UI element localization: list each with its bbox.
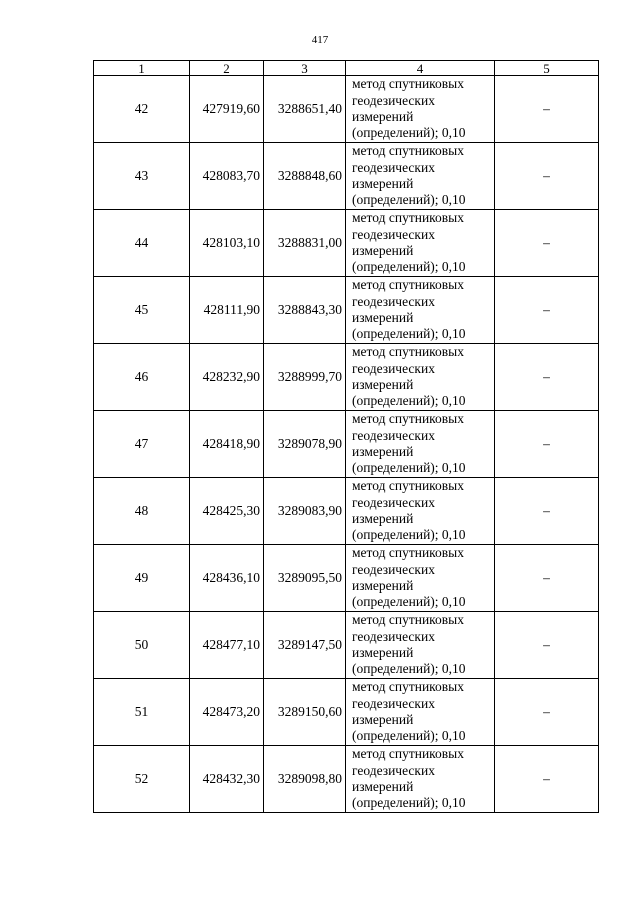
method-line: метод спутниковых (352, 545, 464, 561)
method-line: (определений); 0,10 (352, 594, 466, 610)
x-coordinate-cell: 428418,90 (190, 411, 264, 478)
y-coordinate-cell: 3289147,50 (264, 612, 346, 679)
column-header-5: 5 (495, 61, 599, 76)
x-coordinate-cell: 428103,10 (190, 210, 264, 277)
note-cell: – (495, 746, 599, 813)
table-row (94, 612, 599, 679)
method-line: геодезических (352, 628, 435, 644)
note-cell: – (495, 277, 599, 344)
method-line: геодезических (352, 293, 435, 309)
method-line: метод спутниковых (352, 478, 464, 494)
point-number-cell: 47 (94, 411, 190, 478)
note-cell: – (495, 478, 599, 545)
table-row (94, 76, 599, 143)
method-line: метод спутниковых (352, 210, 464, 226)
method-line: метод спутниковых (352, 76, 464, 92)
column-header-1: 1 (94, 61, 190, 76)
method-cell (346, 746, 495, 813)
method-line: (определений); 0,10 (352, 125, 466, 141)
method-line: (определений); 0,10 (352, 661, 466, 677)
table-header-row (94, 61, 599, 76)
y-coordinate-cell: 3288848,60 (264, 143, 346, 210)
y-coordinate-cell: 3289150,60 (264, 679, 346, 746)
note-cell: – (495, 143, 599, 210)
x-coordinate-cell: 428436,10 (190, 545, 264, 612)
table-row (94, 344, 599, 411)
note-cell: – (495, 344, 599, 411)
point-number-cell: 48 (94, 478, 190, 545)
method-line: измерений (352, 377, 414, 392)
method-line: (определений); 0,10 (352, 192, 466, 208)
method-line: (определений); 0,10 (352, 527, 466, 543)
method-line: измерений (352, 310, 414, 325)
table-row (94, 478, 599, 545)
method-line: измерений (352, 645, 414, 660)
method-line: (определений); 0,10 (352, 259, 466, 275)
method-line: (определений); 0,10 (352, 326, 466, 342)
table-row (94, 746, 599, 813)
point-number-cell: 49 (94, 545, 190, 612)
table-row (94, 277, 599, 344)
column-header-3: 3 (264, 61, 346, 76)
y-coordinate-cell: 3289083,90 (264, 478, 346, 545)
x-coordinate-cell: 428111,90 (190, 277, 264, 344)
x-coordinate-cell: 428232,90 (190, 344, 264, 411)
method-cell (346, 679, 495, 746)
method-cell (346, 478, 495, 545)
method-line: измерений (352, 511, 414, 526)
method-line: геодезических (352, 695, 435, 711)
point-number-cell: 50 (94, 612, 190, 679)
method-line: измерений (352, 243, 414, 258)
method-line: геодезических (352, 226, 435, 242)
method-line: метод спутниковых (352, 411, 464, 427)
point-number-cell: 44 (94, 210, 190, 277)
y-coordinate-cell: 3288843,30 (264, 277, 346, 344)
coordinates-table (93, 60, 599, 813)
page-number: 417 (311, 34, 329, 46)
method-cell (346, 612, 495, 679)
y-coordinate-cell: 3288999,70 (264, 344, 346, 411)
method-cell (346, 76, 495, 143)
x-coordinate-cell: 428473,20 (190, 679, 264, 746)
method-cell (346, 411, 495, 478)
table-row (94, 411, 599, 478)
method-line: геодезических (352, 360, 435, 376)
point-number-cell: 46 (94, 344, 190, 411)
table-row (94, 210, 599, 277)
column-header-2: 2 (190, 61, 264, 76)
method-cell (346, 143, 495, 210)
y-coordinate-cell: 3288831,00 (264, 210, 346, 277)
note-cell: – (495, 612, 599, 679)
method-line: метод спутниковых (352, 344, 464, 360)
method-line: метод спутниковых (352, 277, 464, 293)
table-row (94, 679, 599, 746)
method-line: геодезических (352, 159, 435, 175)
method-cell (346, 344, 495, 411)
x-coordinate-cell: 428425,30 (190, 478, 264, 545)
table-row (94, 143, 599, 210)
y-coordinate-cell: 3289098,80 (264, 746, 346, 813)
column-header-4: 4 (346, 61, 495, 76)
method-line: (определений); 0,10 (352, 393, 466, 409)
method-line: геодезических (352, 494, 435, 510)
y-coordinate-cell: 3289078,90 (264, 411, 346, 478)
y-coordinate-cell: 3288651,40 (264, 76, 346, 143)
point-number-cell: 43 (94, 143, 190, 210)
note-cell: – (495, 679, 599, 746)
point-number-cell: 52 (94, 746, 190, 813)
point-number-cell: 51 (94, 679, 190, 746)
x-coordinate-cell: 428477,10 (190, 612, 264, 679)
x-coordinate-cell: 428432,30 (190, 746, 264, 813)
method-line: измерений (352, 176, 414, 191)
method-line: метод спутниковых (352, 612, 464, 628)
method-line: измерений (352, 578, 414, 593)
point-number-cell: 45 (94, 277, 190, 344)
method-line: геодезических (352, 762, 435, 778)
method-line: измерений (352, 779, 414, 794)
method-line: (определений); 0,10 (352, 460, 466, 476)
method-line: измерений (352, 109, 414, 124)
method-line: метод спутниковых (352, 143, 464, 159)
method-cell (346, 545, 495, 612)
note-cell: – (495, 76, 599, 143)
method-line: измерений (352, 444, 414, 459)
method-line: геодезических (352, 427, 435, 443)
method-line: метод спутниковых (352, 746, 464, 762)
method-line: измерений (352, 712, 414, 727)
method-line: геодезических (352, 92, 435, 108)
method-cell (346, 210, 495, 277)
point-number-cell: 42 (94, 76, 190, 143)
y-coordinate-cell: 3289095,50 (264, 545, 346, 612)
method-line: геодезических (352, 561, 435, 577)
note-cell: – (495, 411, 599, 478)
x-coordinate-cell: 428083,70 (190, 143, 264, 210)
note-cell: – (495, 545, 599, 612)
method-line: (определений); 0,10 (352, 728, 466, 744)
note-cell: – (495, 210, 599, 277)
method-line: метод спутниковых (352, 679, 464, 695)
method-line: (определений); 0,10 (352, 795, 466, 811)
method-cell (346, 277, 495, 344)
table-row (94, 545, 599, 612)
x-coordinate-cell: 427919,60 (190, 76, 264, 143)
